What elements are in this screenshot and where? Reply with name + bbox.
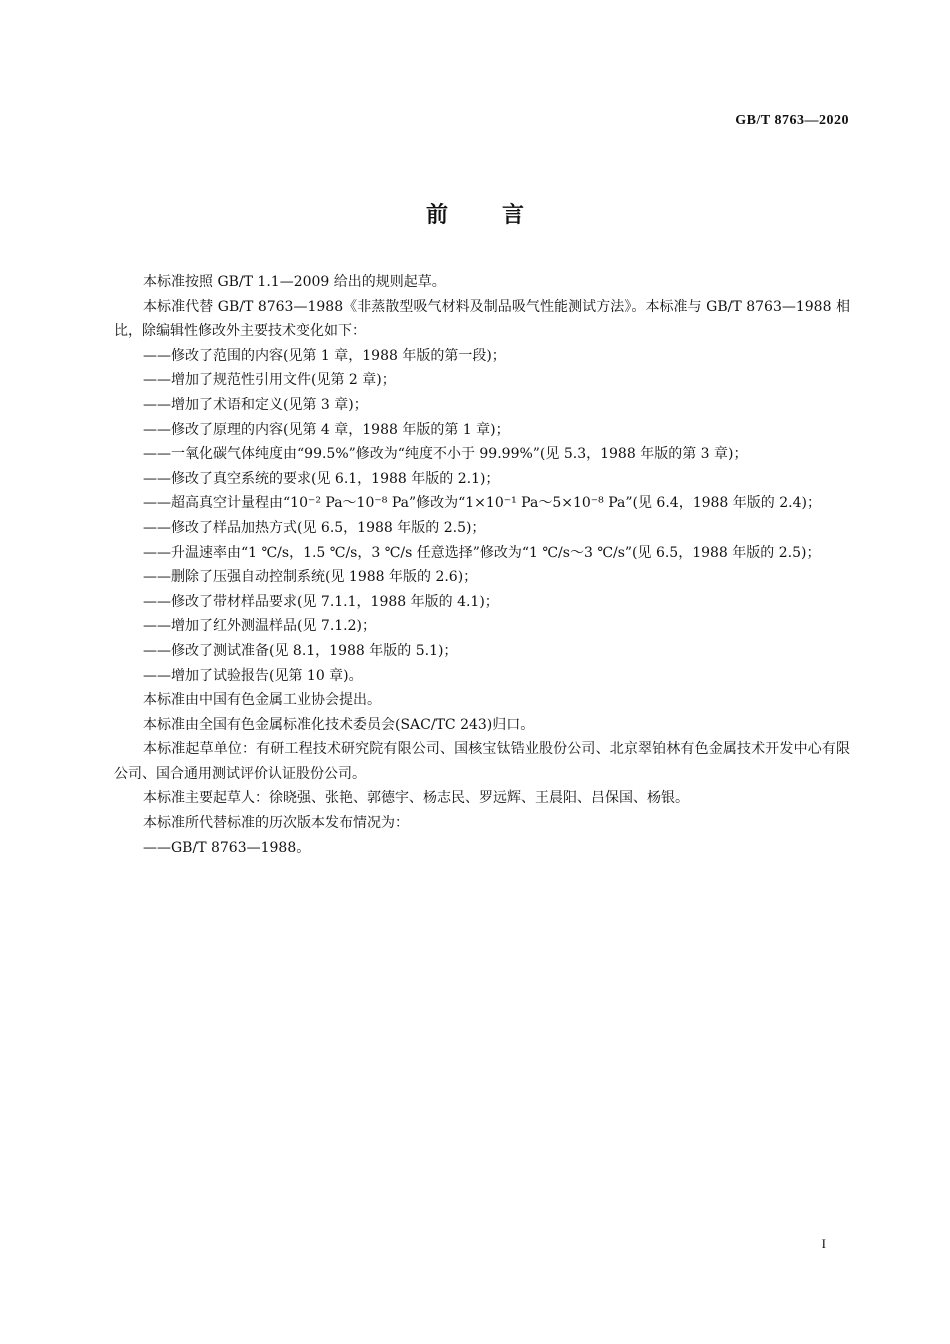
change-item: ——删除了压强自动控制系统(见 1988 年版的 2.6)； xyxy=(143,569,478,586)
change-item: ——修改了真空系统的要求(见 6.1，1988 年版的 2.1)； xyxy=(143,470,500,487)
change-item: ——超高真空计量程由“10⁻² Pa～10⁻⁸ Pa”修改为“1×10⁻¹ Pa～5×10⁻⁸ Pa”(见 6.4，1988 年版的 2.4)； xyxy=(143,495,821,512)
change-item: ——一氧化碳气体纯度由“99.5%”修改为“纯度不小于 99.99%”(见 5.3，1988 年版的第 3 章)； xyxy=(143,446,748,463)
paragraph-drafting-rules: 本标准按照 GB/T 1.1—2009 给出的规则起草。 xyxy=(143,274,446,290)
change-item: ——修改了带材样品要求(见 7.1.1，1988 年版的 4.1)； xyxy=(143,593,499,610)
change-item: ——增加了规范性引用文件(见第 2 章)； xyxy=(143,372,396,389)
paragraph-proposer: 本标准由中国有色金属工业协会提出。 xyxy=(143,692,381,709)
change-item: ——修改了样品加热方式(见 6.5，1988 年版的 2.5)； xyxy=(143,519,486,536)
history-item: ——GB/T 8763—1988。 xyxy=(143,839,311,856)
paragraph-history-intro: 本标准所代替标准的历次版本发布情况为： xyxy=(143,815,409,832)
change-item: ——增加了术语和定义(见第 3 章)； xyxy=(143,396,368,413)
change-item: ——修改了原理的内容(见第 4 章，1988 年版的第 1 章)； xyxy=(143,421,510,438)
paragraph-committee: 本标准由全国有色金属标准化技术委员会(SAC/TC 243)归口。 xyxy=(143,716,535,733)
paragraph-replacement: 本标准代替 GB/T 8763—1988《非蒸散型吸气材料及制品吸气性能测试方法》。本标准与 GB/T 8763—1988 相比，除编辑性修改外主要技术变化如下： xyxy=(114,298,850,340)
foreword-body xyxy=(114,270,850,860)
change-item: ——修改了测试准备(见 8.1，1988 年版的 5.1)； xyxy=(143,642,458,659)
change-item: ——增加了红外测温样品(见 7.1.2)； xyxy=(143,618,376,635)
paragraph-drafting-units: 本标准起草单位：有研工程技术研究院有限公司、国核宝钛锆业股份公司、北京翠铂林有色金属技术开发中心有限公司、国合通用测试评价认证股份公司。 xyxy=(114,741,850,782)
change-item: ——升温速率由“1 ℃/s，1.5 ℃/s，3 ℃/s 任意选择”修改为“1 ℃/s～3 ℃/s”(见 6.5，1988 年版的 2.5)； xyxy=(143,544,821,561)
change-item: ——修改了范围的内容(见第 1 章，1988 年版的第一段)； xyxy=(143,347,506,364)
paragraph-drafters: 本标准主要起草人：徐晓强、张艳、郭德宇、杨志民、罗远辉、王晨阳、吕保国、杨银。 xyxy=(143,790,689,807)
change-item: ——增加了试验报告(见第 10 章)。 xyxy=(143,667,363,684)
page-number: I xyxy=(821,1236,826,1251)
standard-code: GB/T 8763—2020 xyxy=(735,113,849,128)
page-title: 前言 xyxy=(425,202,578,228)
